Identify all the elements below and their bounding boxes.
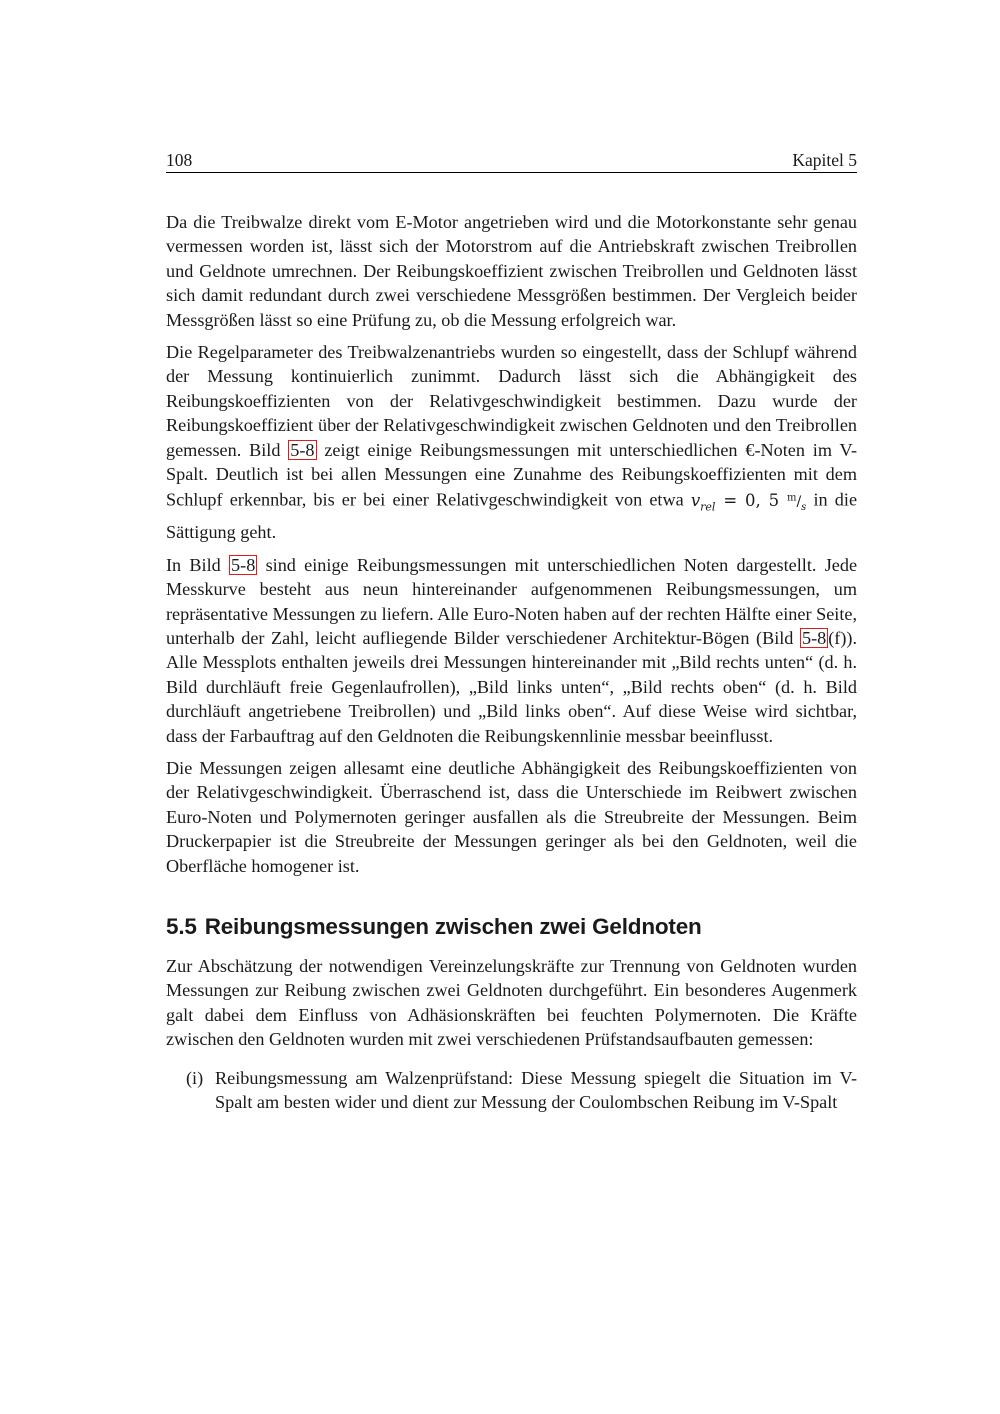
section-intro: Zur Abschätzung der notwendigen Vereinzelungskräfte zur Trennung von Geldnoten wurden Messungen zur Reibung zwischen zwei Geldnoten durchgeführt. Ein besonderes Augenmerk galt dabei dem Einfluss von Adhäsionskräften bei feuchten Polymernoten. Die Kräfte zwischen den Geldnoten wurden mit zwei verschiedenen Prüfstandsaufbauten gemessen: xyxy=(166,956,857,1050)
velocity-value: = 0, 5 xyxy=(723,491,780,511)
velocity-subscript: rel xyxy=(700,500,716,514)
paragraph-2-text-c: in die Sättigung geht. xyxy=(166,490,858,543)
paragraph-4: Die Messungen zeigen allesamt eine deutliche Abhängigkeit des Reibungskoeffizienten von der Relativgeschwindigkeit. Überraschend ist, dass die Unterschiede im Reibwert zwischen Euro-Noten und Polymernoten geringer ausfallen als die Streubreite der Messungen. Beim Druckerpapier ist die Streubreite der Messungen geringer als bei den Geldnoten, weil die Oberfläche homogener ist. xyxy=(166,757,857,876)
paragraph-2-text-a: Die Regelparameter des Treibwalzenantriebs wurden so eingestellt, dass der Schlupf während der Messung kontinuierlich zunimmt. Dadurch lässt sich die Abhängigkeit des Reibungskoeffizienten von der Relativgeschwindigkeit bestimmen. Dazu wurde der Reibungskoeffizient über der Relativgeschwindigkeit zwischen Geldnoten und den Treibrollen gemessen. Bild xyxy=(166,342,857,460)
velocity-formula xyxy=(690,491,807,514)
velocity-unit: $^m/_s$ xyxy=(786,492,807,513)
velocity-var: v xyxy=(690,491,701,511)
running-header xyxy=(166,148,857,173)
figure-ref-5-8[interactable]: 5-8 xyxy=(801,627,827,648)
figure-ref-5-8[interactable]: 5-8 xyxy=(231,554,256,575)
paragraph-3 xyxy=(166,553,857,748)
paragraph-3-text-b: sind einige Reibungsmessungen mit unterschiedlichen Noten dargestellt. Jede Messkurve besteht aus neun hintereinander aufgenommenen Reibungsmessungen, um repräsentative Messungen zu liefern. Alle Euro-Noten haben auf der rechten Hälfte einer Seite, unterhalb der Zahl, leicht aufliegende Bilder verschiedener Architektur-Bögen (Bild xyxy=(166,554,858,648)
section-number: 5.5 xyxy=(166,914,197,940)
list-item-text: Reibungsmessung am Walzenprüfstand: Diese Messung spiegelt die Situation im V-Spalt am besten wider und dient zur Messung der Coulombschen Reibung im V-Spalt xyxy=(215,1067,857,1113)
paragraph-1: Da die Treibwalze direkt vom E-Motor angetrieben wird und die Motorkonstante sehr genau vermessen worden ist, lässt sich der Motorstrom auf die Antriebskraft zwischen Treibrollen und Geldnote umrechnen. Der Reibungskoeffizient zwischen Treibrollen und Geldnoten lässt sich damit redundant durch zwei verschiedene Messgrößen bestimmen. Der Vergleich beider Messgrößen lässt so eine Prüfung zu, ob die Messung erfolgreich war. xyxy=(166,212,857,330)
paragraph-2-text-b: zeigt einige Reibungsmessungen mit unterschiedlichen €-Noten im V-Spalt. Deutlich ist bei allen Messungen eine Zunahme des Reibungskoeffizienten mit dem Schlupf erkennbar, bis er bei einer Relativgeschwindigkeit von etwa xyxy=(166,439,858,511)
unit-denominator: s xyxy=(801,501,807,513)
figure-ref-5-8[interactable]: 5-8 xyxy=(290,439,315,460)
section-heading xyxy=(166,914,857,940)
list-item-marker: (i) xyxy=(186,1067,204,1088)
main-text xyxy=(166,210,857,1114)
paragraph-2 xyxy=(166,340,857,545)
paragraph-3-text-c: (f)). Alle Messplots enthalten jeweils drei Messungen hintereinander mit „Bild rechts unten“ (d. h. Bild durchläuft freie Gegenlaufrollen), „Bild links unten“, „Bild rechts oben“ (d. h. Bild durchläuft angetriebene Treibrollen) und „Bild links oben“. Auf diese Weise wird sichtbar, dass der Farbauftrag auf den Geldnoten die Reibungskennlinie messbar beeinflusst. xyxy=(166,627,858,746)
enumerated-list xyxy=(166,1066,857,1115)
chapter-label: Kapitel 5 xyxy=(792,150,857,170)
unit-numerator: m xyxy=(786,492,797,504)
paragraph-3-text-a: In Bild xyxy=(166,554,221,575)
section-title: Reibungsmessungen zwischen zwei Geldnoten xyxy=(204,914,702,940)
page-number: 108 xyxy=(166,150,193,170)
list-item xyxy=(166,1066,857,1115)
